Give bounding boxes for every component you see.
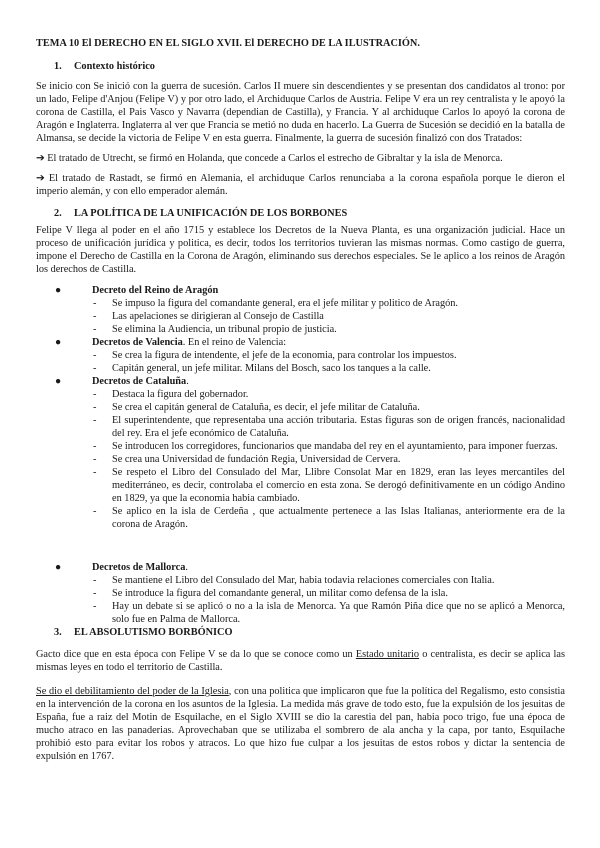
list-item	[93, 574, 565, 587]
list-item	[93, 401, 565, 414]
bullet-icon: ●	[55, 376, 62, 387]
section-1-paragraph: Se inicio con Se inició con la guerra de sucesión. Carlos II muere sin descendientes y se presentan dos candidatos al trono: por un lado, Felipe d'Anjou (Felipe V) y por otro lado, el Archiduque Carlos de Austria. Felipe V era un rey centralista y le apoyó la corona de Castilla, el Pais Vasco y Navarra (dependian de Castilla), y Francia. Y al archiduque Carlos lo apoyó la corona de Aragón e Inglaterra. Inglaterra al ver que Francia se metió no duda en hacerlo. La Guerra de Sucesión se decidió en la batalla de Almansa, se decide la victoria de Felipe V en esta guerra. Finalmente, la guerra de sucesión finalizó con dos Tratados:	[36, 81, 565, 144]
list-item	[93, 297, 565, 310]
list-item	[93, 362, 565, 375]
text: Gacto dice que en esta época con Felipe V se da lo que se conoce como un	[36, 649, 356, 660]
list-item-text: Se crea la figura de intendente, el jefe de la economia, para controlar los impuestos.	[112, 350, 457, 361]
list-item-text: Se elimina la Audiencia, un tribunal propio de justicia.	[112, 324, 337, 335]
decree-mallorca	[55, 561, 565, 574]
decree-aragon	[55, 284, 565, 297]
list-item-text: Se crea una Universidad de fundación Regia, Universidad de Cervera.	[112, 454, 401, 465]
section-3-paragraph-2	[36, 685, 565, 763]
decree-name: Decretos de Cataluña	[92, 376, 187, 387]
list-item	[93, 323, 565, 336]
dash-icon: -	[93, 324, 97, 335]
decree-note: .	[186, 376, 189, 387]
section-title: LA POLÍTICA DE LA UNIFICACIÓN DE LOS BORBONES	[74, 208, 348, 219]
list-item	[93, 505, 565, 531]
treaty-utrecht: ➔ El tratado de Utrecht, se firmó en Holanda, que concede a Carlos el estrecho de Gibraltar y la isla de Menorca.	[36, 153, 503, 164]
list-item-text: Se introducen los corregidores, funcionarios que mandaba del rey en el ayuntamiento, para imponer fuerzas.	[112, 441, 558, 452]
decree-name: Decreto del Reino de Aragón	[92, 285, 219, 296]
list-item-text: Destaca la figura del gobernador.	[112, 389, 249, 400]
decree-name: Decretos de Mallorca	[92, 562, 186, 573]
dash-icon: -	[93, 389, 97, 400]
list-item	[93, 600, 565, 626]
section-title: Contexto histórico	[74, 61, 155, 72]
list-item-text: Se introduce la figura del comandante general, un militar como defensa de la isla.	[112, 588, 448, 599]
list-item	[93, 349, 565, 362]
text: , con una politica que implicaron que fue la política del Regalismo, esto consistia en la intervención de la corona en los asuntos de la Iglesia. La medida más grave de todo esto, fue la expulsión de los jesuitas de España, fue a raiz del Motin de Esquilache, en el Siglo XVIII se dio la carestia del pan, habia poco trigo, fue una época de mucho atraco en las panaderias. Aprovechaban que se utilizaba el sombrero de ala ancha y la capa, por tanto, Esquilache prohibió esto para evitar los robos y atracos. Lo que hizo fue culpar a los jesuitas de estos robos y dictar la sentencia de expulsión en 1767.	[36, 686, 565, 762]
dash-icon: -	[93, 441, 97, 452]
list-item-text: Las apelaciones se dirigieran al Consejo de Castilla	[112, 311, 324, 322]
list-item-text: Se respeto el Libro del Consulado del Mar, Llibre Consolat Mar en 1829, eran las leyes mercantiles del mediterráneo, es decir, controlaba el comercio en esta zona. Se derogó definitivamente en un código Andino en 1829, ya que la economia habia cambiado.	[112, 467, 565, 504]
dash-icon: -	[93, 575, 97, 586]
bullet-icon: ●	[55, 285, 62, 296]
decree-note: . En el reino de Valencia:	[182, 337, 287, 348]
dash-icon: -	[93, 506, 97, 517]
list-item-text: Capitán general, un jefe militar. Milans del Bosch, saco los tanques a la calle.	[112, 363, 431, 374]
section-2-heading	[36, 207, 565, 220]
list-item-text: Se impuso la figura del comandante general, era el jefe militar y politico de Aragón.	[112, 298, 458, 309]
section-3-paragraph-1	[36, 648, 565, 674]
decree-cataluna	[55, 375, 565, 388]
bullet-icon: ●	[55, 337, 62, 348]
dash-icon: -	[93, 601, 97, 612]
list-item	[93, 310, 565, 323]
dash-icon: -	[93, 588, 97, 599]
decree-note: .	[185, 562, 188, 573]
list-item-text: Se crea el capitán general de Cataluña, es decir, el jefe militar de Cataluña.	[112, 402, 420, 413]
section-number: 2.	[54, 208, 62, 219]
list-item	[93, 453, 565, 466]
decree-valencia	[55, 336, 565, 349]
section-title: EL ABSOLUTISMO BORBÓNICO	[74, 627, 233, 638]
list-item	[93, 414, 565, 440]
section-1-heading	[36, 60, 565, 73]
list-item-text: Se mantiene el Libro del Consulado del Mar, habia todavia relaciones comerciales con Italia.	[112, 575, 495, 586]
dash-icon: -	[93, 467, 97, 478]
list-item	[93, 587, 565, 600]
underlined-term: Se dio el debilitamiento del poder de la Iglesia	[36, 686, 229, 697]
section-2-paragraph: Felipe V llega al poder en el año 1715 y establece los Decretos de la Nueva Planta, es una organización judicial. Hace un proceso de unificación jurídica y politica, es decir, todos los territorios tuvieran las mismas normas. Como castigo de guerra, impone el Derecho de Castilla en la Corona de Aragón, eliminando sus derechos especiales. Se le aplico a los reinos de Aragón los derechos de Castilla.	[36, 225, 565, 275]
bullet-icon: ●	[55, 562, 62, 573]
dash-icon: -	[93, 415, 97, 426]
section-3-heading	[36, 626, 565, 639]
dash-icon: -	[93, 298, 97, 309]
dash-icon: -	[93, 363, 97, 374]
decree-lists	[36, 284, 565, 626]
list-item	[93, 440, 565, 453]
treaty-rastadt: ➔ El tratado de Rastadt, se firmó en Alemania, el archiduque Carlos renunciaba a la corona española porque le dieron el imperio alemán, y con ello emperador alemán.	[36, 173, 565, 197]
list-item-text: Se aplico en la isla de Cerdeña , que actualmente pertenece a las Islas Italianas, anteriormente era de la corona de Aragón.	[112, 506, 565, 530]
document-title: TEMA 10 El DERECHO EN EL SIGLO XVII. El DERECHO DE LA ILUSTRACIÓN.	[36, 38, 420, 49]
dash-icon: -	[93, 350, 97, 361]
dash-icon: -	[93, 311, 97, 322]
list-item	[93, 388, 565, 401]
text: o centralista, es decir se aplica las mismas leyes en todo el territorio de Castilla.	[36, 649, 565, 673]
list-item	[93, 466, 565, 505]
list-item-text: El superintendente, que representaba una acción tributaria. Estas figuras son de origen francés, nacionalidad del rey. Era el jefe económico de Cataluña.	[112, 415, 565, 439]
list-item-text: Hay un debate si se aplicó o no a la isla de Menorca. Ya que Ramón Piña dice que no se aplicó a Menorca, solo fue en Palma de Mallorca.	[112, 601, 565, 625]
dash-icon: -	[93, 454, 97, 465]
decree-name: Decretos de Valencia	[92, 337, 183, 348]
section-number: 3.	[54, 627, 62, 638]
underlined-term: Estado unitario	[355, 649, 420, 660]
section-number: 1.	[54, 61, 62, 72]
dash-icon: -	[93, 402, 97, 413]
